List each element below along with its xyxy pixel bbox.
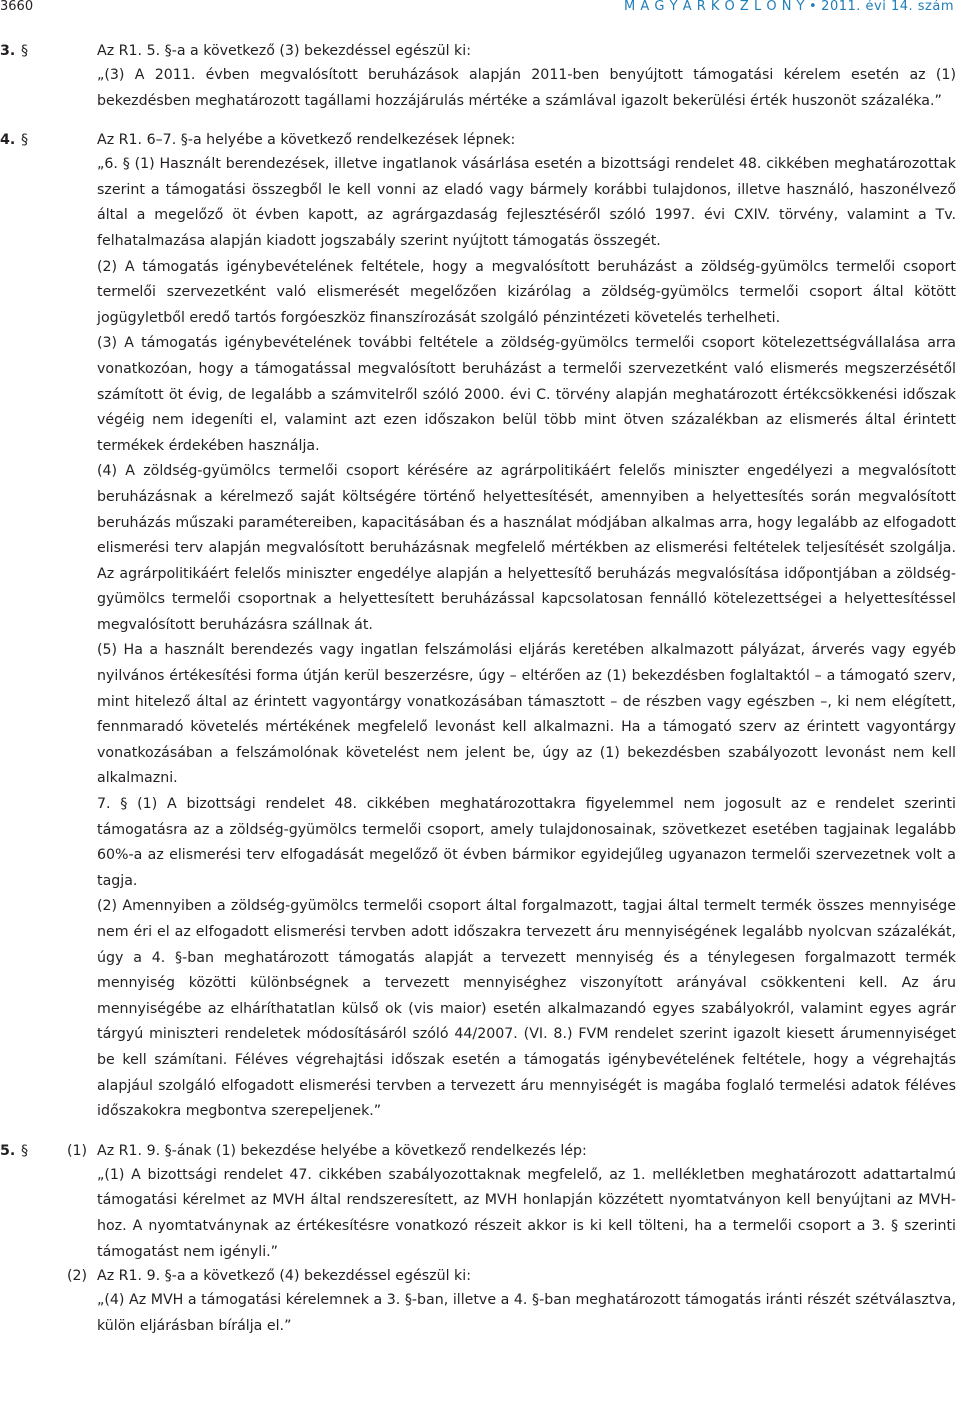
- paragraph-sign: §: [21, 132, 29, 149]
- amendment-paragraph: 7. § (1) A bizottsági rendelet 48. cikkében meghatározottakra figyelemmel nem jogosult az e rendelet szerinti támogatásra az a zöldség-gyümölcs termelői csoport, amely tulajdonosainak, szövetkezet esetében tagjainak legalább 60%-a az elismerési terv elfogadását megelőző öt évben bármikor egyidejűleg ugyanazon termelői szervezetnek volt a tagja.: [97, 796, 956, 889]
- amendment-paragraph: (2) A támogatás igénybevételének feltétele, hogy a megvalósított beruházást a zöldség-gyümölcs termelői csoport termelői szervezetként való elismerését megelőzően kizárólag a zöldség-gyümölcs termelői csoport által kötött jogügyletből eredő tartós forgóeszköz finanszírozását szolgáló pénzintézeti követelés terhelheti.: [97, 258, 956, 326]
- section-content: [97, 1140, 960, 1265]
- section-content: [97, 129, 960, 1125]
- amendment-intro: Az R1. 5. §-a a következő (3) bekezdéssel egészül ki:: [97, 43, 471, 59]
- section-4: [0, 129, 960, 1125]
- section-5-subsection-2: [0, 1265, 960, 1339]
- amendment-text: „(3) A 2011. évben megvalósított beruházások alapján 2011-ben benyújtott támogatási kérelem esetén az (1) bekezdésben meghatározott tagállami hozzájárulás mértéke a számlával igazolt bekerülési érték huszonöt százaléka.”: [97, 67, 956, 109]
- amendment-text: „(4) Az MVH a támogatási kérelemnek a 3. §-ban, illetve a 4. §-ban meghatározott támogatás iránti részét szétválasztva, külön eljárásban bírálja el.”: [97, 1292, 956, 1334]
- section-number: 4.: [0, 132, 16, 149]
- amendment-paragraph: (5) Ha a használt berendezés vagy ingatlan felszámolási eljárás keretében alkalmazott pályázat, árverés vagy egyéb nyilvános értékesítési forma útján kerül beszerzésre, úgy – eltérően az (1) bekezdésben foglaltaktól – a támogató szerv, mint hitelező által az érintett vagyontárgy vonatkozásában támasztott – de részben vagy egészben –, ki nem elégített, fennmaradó követelés mértékének megfelelő levonást kell alkalmazni. Ha a támogató szerv az érintett vagyontárgy vonatkozásában a felszámolónak követelést nem jelent be, úgy az (1) bekezdésben szabályozott levonást nem kell alkalmazni.: [97, 642, 956, 787]
- amendment-intro: Az R1. 6–7. §-a helyébe a következő rendelkezések lépnek:: [97, 132, 516, 149]
- publication-title: [624, 0, 954, 13]
- paragraph-sign: §: [21, 1142, 29, 1159]
- page-number: 3660: [0, 0, 34, 14]
- amendment-text: „(1) A bizottsági rendelet 47. cikkében szabályozottaknak megfelelő, az 1. mellékletben meghatározott adattartalmú támogatási kérelmet az MVH által rendszeresített, az MVH honlapján közzétett nyomtatványon kell benyújtani az MVH-hoz. A nyomtatványnak az értékesítésre vonatkozó részeit akkor is ki kell tölteni, ha a termelői csoport a 3. § szerinti támogatást nem igényli.”: [97, 1166, 956, 1260]
- section-number: 3.: [0, 43, 16, 59]
- section-5: [0, 1140, 960, 1265]
- subsection-number: (1): [67, 1142, 88, 1159]
- paragraph-sign: §: [21, 43, 29, 59]
- amendment-intro: Az R1. 9. §-ának (1) bekezdése helyébe a következő rendelkezés lép:: [97, 1142, 587, 1159]
- page-header: [0, 0, 960, 14]
- amendment-paragraph: (3) A támogatás igénybevételének további feltétele a zöldség-gyümölcs termelői csoport kötelezettségvállalása arra vonatkozóan, hogy a támogatással megvalósított beruházást a termelői szervezetként való elismerés megszerzésétől számított öt évig, de legalább a számvitelről szóló 2000. évi C. törvény alapján meghatározott értékcsökkenési időszak végéig nem idegeníti el, valamint azt ezen időszakon belül több mint ötven százalékban az elismerés által érintett termékek érdekében használja.: [97, 335, 956, 454]
- bullet-separator: •: [809, 0, 818, 14]
- section-content: [97, 1265, 960, 1339]
- amendment-intro: Az R1. 9. §-a a következő (4) bekezdéssel egészül ki:: [97, 1268, 471, 1285]
- document-body: [0, 40, 960, 1339]
- section-content: [97, 40, 960, 114]
- publication-name: M A G Y A R K Ö Z L Ö N Y: [624, 0, 805, 14]
- section-3: [0, 40, 960, 114]
- subsection-number: (2): [67, 1268, 88, 1285]
- section-number: 5.: [0, 1142, 16, 1159]
- issue-label: 2011. évi 14. szám: [821, 0, 954, 14]
- amendment-paragraph: (4) A zöldség-gyümölcs termelői csoport kérésére az agrárpolitikáért felelős miniszter engedélyezi a megvalósított beruházásnak a kérelmező saját költségére történő helyettesítését, amennyiben a helyettesítés során megvalósított beruházás műszaki paramétereiben, kapacitásában és a használat módjában alkalmas arra, hogy legalább az elfogadott elismerési terv alapján megvalósított beruházásnak megfelelő mértékben az elismerési feltételek teljesítését szolgálja. Az agrárpolitikáért felelős miniszter engedélye alapján a helyettesítő beruházás megvalósítása időpontjában a zöldség-gyümölcs termelői csoportnak a helyettesített beruházással kapcsolatosan fennálló kötelezettségei a helyettesítéssel megvalósított beruházásra szállnak át.: [97, 463, 956, 633]
- amendment-paragraph: „6. § (1) Használt berendezések, illetve ingatlanok vásárlása esetén a bizottsági rendelet 48. cikkében meghatározottak szerint a támogatási összegből le kell vonni az eladó vagy bármely korábbi tulajdonos, illetve használó, haszonélvező által a megelőző öt évben kapott, az agrárgazdaság fejlesztéséről szóló 1997. évi CXIV. törvény, valamint a Tv. felhatalmazása alapján kiadott jogszabály szerint nyújtott támogatás összegét.: [97, 156, 956, 249]
- amendment-paragraph: (2) Amennyiben a zöldség-gyümölcs termelői csoport által forgalmazott, tagjai által termelt termék összes mennyisége nem éri el az elfogadott elismerési tervben adott időszakra tervezett áru mennyiségének legalább nyolcvan százalékát, úgy a 4. §-ban meghatározott támogatás alapját a tervezett mennyiség és a ténylegesen forgalmazott termék mennyiség közötti különbségnek a tervezett mennyiséghez viszonyított arányával csökkenteni kell. Az áru mennyiségébe az elháríthatatlan külső ok (vis maior) esetén alkalmazandó egyes szabályokról, valamint egyes agrár tárgyú miniszteri rendeletek módosításáról szóló 44/2007. (VI. 8.) FVM rendelet szerint igazolt kiesett árumennyiséget be kell számítani. Féléves végrehajtási időszak esetén a támogatás igénybevételének feltétele, hogy a végrehajtás alapjául szolgáló elfogadott elismerési tervben a tervezett áru mennyiségét is magába foglaló termelési adatok féléves időszakokra megbontva szerepeljenek.”: [97, 898, 956, 1120]
